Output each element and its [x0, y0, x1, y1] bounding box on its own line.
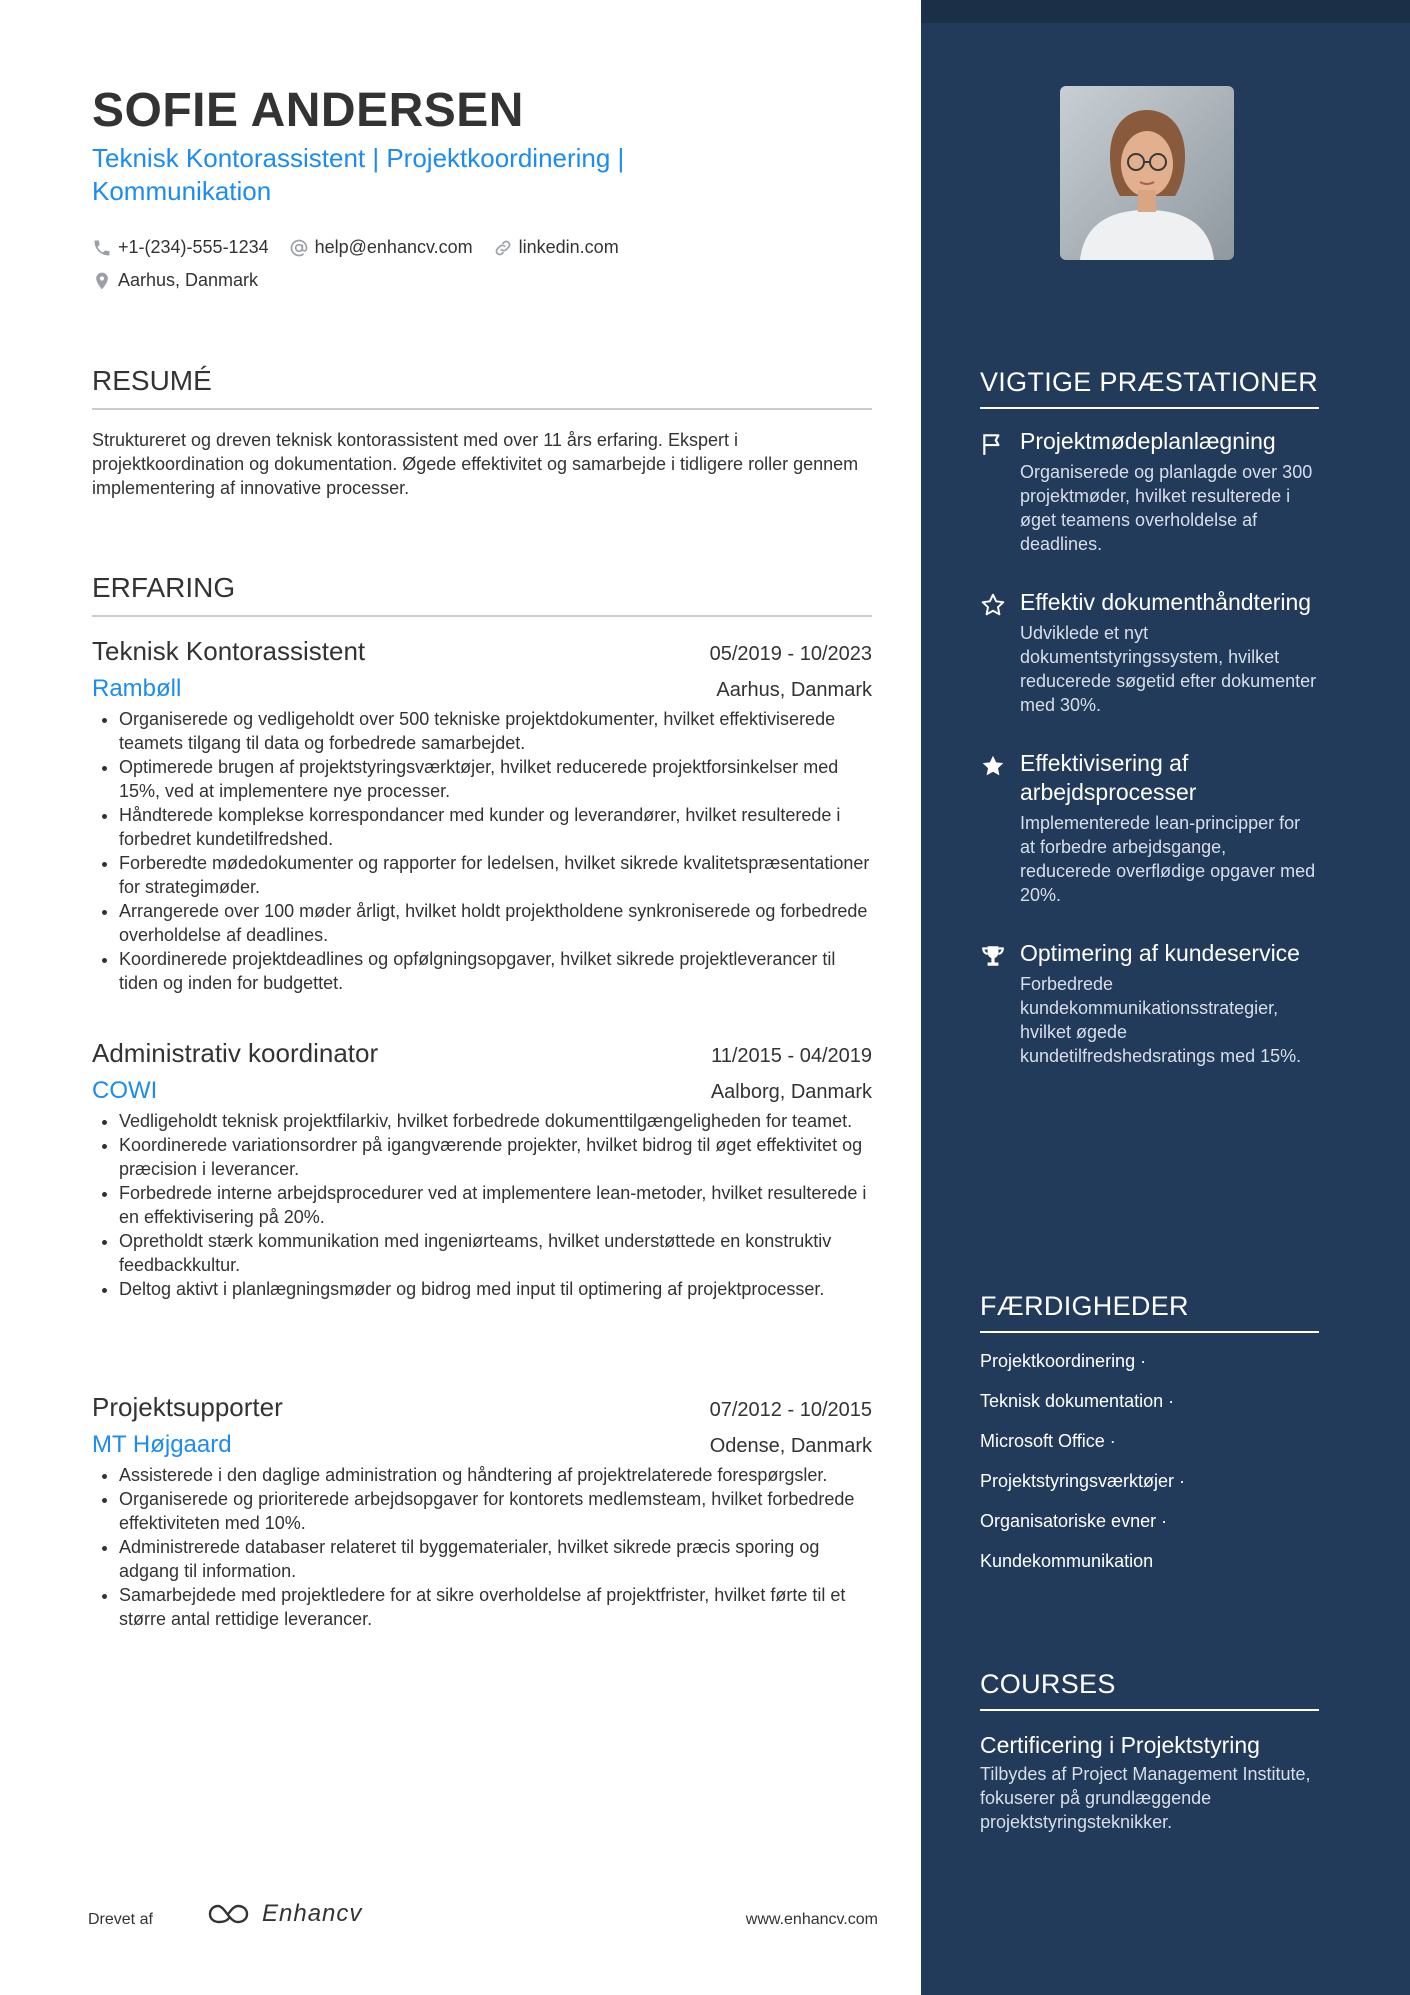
achievement-item: [980, 939, 1319, 1068]
job-bullet: • Forbedrede interne arbejdsprocedurer ved at implementere lean-metoder, hvilket resulterede i en effektivisering på 20%.: [119, 1181, 872, 1229]
email-text: help@enhancv.com: [314, 237, 473, 257]
candidate-name: SOFIE ANDERSEN: [92, 84, 524, 137]
star-outline-icon: [980, 592, 1006, 618]
job-title: Teknisk Kontorassistent: [92, 636, 366, 666]
achievement-title: Projektmødeplanlægning: [1020, 428, 1276, 454]
job-bullet: • Assisterede i den daglige administration og håndtering af projektrelaterede forespørgsler.: [119, 1463, 872, 1487]
job-bullets: [92, 1463, 872, 1631]
summary-heading: RESUMÉ: [92, 362, 872, 410]
achievement-desc: Organiserede og planlagde over 300 projektmøder, hvilket resulterede i øget teamens overholdelse af deadlines.: [1020, 462, 1313, 554]
job-bullet: • Optimerede brugen af projektstyringsværktøjer, hvilket reducerede projektforsinkelser med 15%, ved at implementere nye processer.: [119, 755, 872, 803]
achievement-title: Effektiv dokumenthåndtering: [1020, 589, 1312, 615]
job-bullet: • Opretholdt stærk kommunikation med ingeniørteams, hvilket understøttede en konstruktiv feedbackkultur.: [119, 1229, 872, 1277]
skill-item: Projektstyringsværktøjer ·: [980, 1471, 1186, 1491]
job-location: Aarhus, Danmark: [716, 679, 872, 701]
summary-text: Struktureret og dreven teknisk kontorassistent med over 11 års erfaring. Ekspert i projektkoordination og dokumentation. Øgede effektivitet og samarbejde i tidligere roller gennem implementering af innovative processer.: [92, 430, 859, 498]
job-bullet: • Samarbejdede med projektledere for at sikre overholdelse af projektfrister, hvilket førte til et større antal rettidige leverancer.: [119, 1583, 872, 1631]
courses-section: [980, 1666, 1319, 1834]
summary-section: [92, 362, 872, 500]
job-bullet: • Deltog aktivt i planlægningsmøder og bidrog med input til optimering af projektprocesser.: [119, 1277, 872, 1301]
job-location: Aalborg, Danmark: [710, 1081, 872, 1103]
enhancv-logo[interactable]: [206, 1900, 362, 1928]
experience-heading: ERFARING: [92, 569, 872, 617]
job-bullets: [92, 707, 872, 995]
link-icon: [493, 238, 513, 258]
achievement-desc: Udviklede et nyt dokumentstyringssystem, hvilket reducerede søgetid efter dokumenter med 30%.: [1020, 623, 1317, 715]
candidate-subtitle: Teknisk Kontorassistent | Projektkoordinering | Kommunikation: [92, 143, 625, 206]
trophy-icon: [980, 943, 1006, 969]
footer-url[interactable]: www.enhancv.com: [745, 1911, 878, 1928]
skills-heading: FÆRDIGHEDER: [980, 1288, 1319, 1333]
location-contact: [92, 270, 258, 291]
skill-item: Projektkoordinering ·: [980, 1351, 1147, 1371]
job-bullets: [92, 1109, 872, 1301]
experience-section: [92, 569, 872, 617]
job-company: COWI: [92, 1077, 158, 1104]
courses-heading: COURSES: [980, 1666, 1319, 1711]
sidebar-top-bar: [921, 0, 1410, 23]
linkedin-contact[interactable]: [493, 237, 619, 258]
job-location: Odense, Danmark: [709, 1435, 872, 1457]
phone-contact[interactable]: [92, 237, 269, 258]
contact-info: [92, 231, 872, 297]
job-bullet: • Organiserede og prioriterede arbejdsopgaver for kontorets medlemsteam, hvilket forbedrede effektiviteten med 10%.: [119, 1487, 872, 1535]
skill-item: Kundekommunikation: [980, 1551, 1154, 1571]
flag-icon: [980, 431, 1006, 457]
job-bullet: • Koordinerede projektdeadlines og opfølgningsopgaver, hvilket sikrede projektleverancer til tiden og inden for budgettet.: [119, 947, 872, 995]
job-bullet: • Vedligeholdt teknisk projektfilarkiv, hvilket forbedrede dokumenttilgængeligheden for teamet.: [119, 1109, 872, 1133]
job-bullet: • Arrangerede over 100 møder årligt, hvilket holdt projektholdene synkroniserede og forbedrede overholdelse af deadlines.: [119, 899, 872, 947]
skills-list: [980, 1349, 1319, 1573]
linkedin-text: linkedin.com: [518, 237, 619, 257]
location-pin-icon: [92, 271, 112, 291]
job-company: MT Højgaard: [92, 1431, 232, 1458]
skill-item: Microsoft Office ·: [980, 1431, 1116, 1451]
job-bullet: • Håndterede komplekse korrespondancer med kunder og leverandører, hvilket resulterede i forbedret kundetilfredshed.: [119, 803, 872, 851]
job-title: Administrativ koordinator: [92, 1038, 379, 1068]
profile-photo: [1060, 86, 1234, 260]
job-bullet: • Administrerede databaser relateret til byggematerialer, hvilket sikrede præcis sporing og adgang til information.: [119, 1535, 872, 1583]
achievement-title: Optimering af kundeservice: [1020, 940, 1300, 966]
skill-item: Organisatoriske evner ·: [980, 1511, 1168, 1531]
job-dates: 05/2019 - 10/2023: [709, 643, 872, 665]
phone-text: +1-(234)-555-1234: [118, 237, 269, 257]
course-title: Certificering i Projektstyring: [980, 1732, 1260, 1758]
location-text: Aarhus, Danmark: [118, 270, 259, 290]
footer: [88, 1900, 878, 1940]
enhancv-brand: Enhancv: [262, 1900, 363, 1927]
job-title: Projektsupporter: [92, 1392, 283, 1422]
job-entry: [92, 636, 872, 995]
achievement-desc: Implementerede lean-principper for at forbedre arbejdsgange, reducerede overflødige opgaver med 20%.: [1020, 813, 1316, 905]
job-bullet: • Koordinerede variationsordrer på igangværende projekter, hvilket bidrog til øget effektivitet og præcision i leverancer.: [119, 1133, 872, 1181]
course-desc: Tilbydes af Project Management Institute, fokuserer på grundlæggende projektstyringsteknikker.: [980, 1764, 1311, 1832]
job-entry: [92, 1392, 872, 1631]
job-bullet: • Organiserede og vedligeholdt over 500 tekniske projektdokumenter, hvilket effektiviserede teamets tilgang til data og forbedrede samarbejdet.: [119, 707, 872, 755]
achievements-section: [980, 364, 1319, 1068]
email-contact[interactable]: [289, 237, 473, 258]
job-dates: 11/2015 - 04/2019: [711, 1045, 872, 1067]
achievement-title: Effektivisering af arbejdsprocesser: [1020, 750, 1197, 805]
enhancv-infinity-icon: [206, 1901, 254, 1927]
skills-section: [980, 1288, 1319, 1573]
sidebar: [921, 0, 1410, 1995]
powered-by-text: Drevet af: [88, 1911, 153, 1928]
achievement-item: [980, 749, 1319, 907]
achievement-item: [980, 588, 1319, 717]
phone-icon: [92, 238, 112, 258]
job-company: Rambøll: [92, 675, 182, 702]
skill-item: Teknisk dokumentation ·: [980, 1391, 1175, 1411]
job-dates: 07/2012 - 10/2015: [709, 1399, 872, 1421]
job-entry: [92, 1038, 872, 1301]
achievement-item: [980, 427, 1319, 556]
at-icon: [289, 238, 309, 258]
achievements-heading: VIGTIGE PRÆSTATIONER: [980, 364, 1319, 409]
achievement-desc: Forbedrede kundekommunikationsstrategier, hvilket øgede kundetilfredshedsratings med 15%.: [1020, 974, 1302, 1066]
star-filled-icon: [980, 753, 1006, 779]
job-bullet: • Forberedte mødedokumenter og rapporter for ledelsen, hvilket sikrede kvalitetspræsentationer for strategimøder.: [119, 851, 872, 899]
